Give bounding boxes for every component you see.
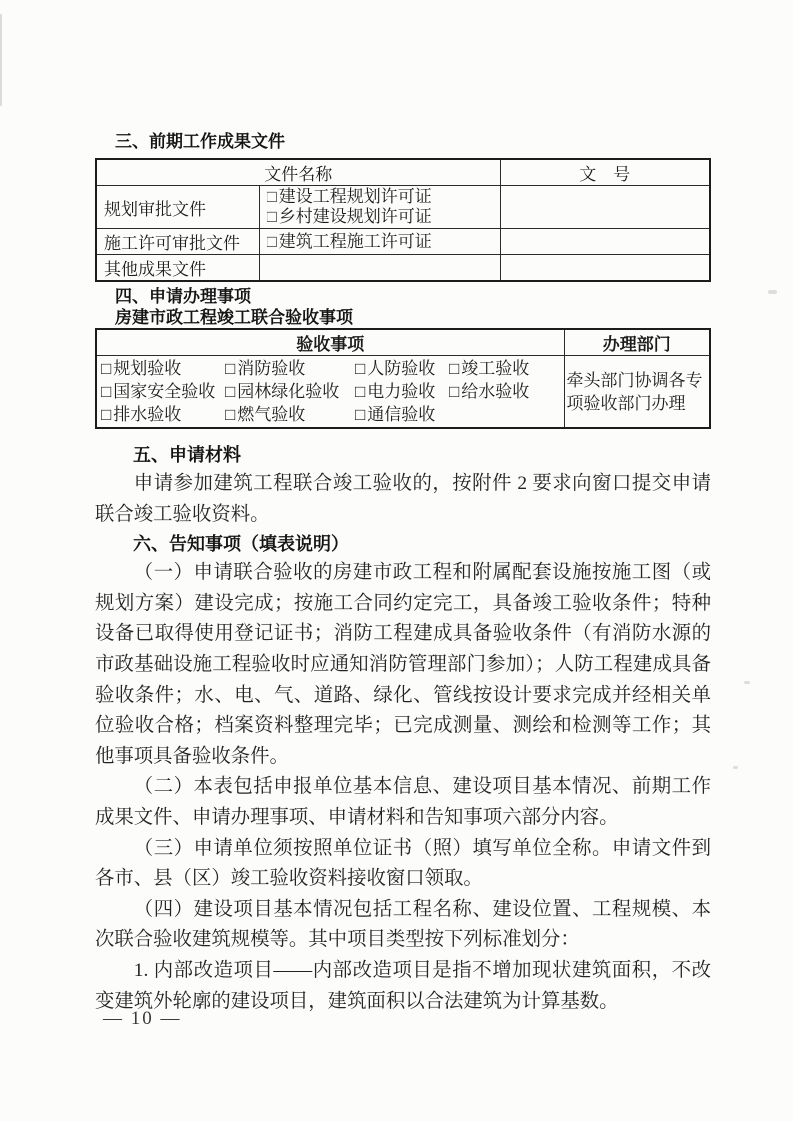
table-row — [96, 255, 710, 282]
section6-heading: 六、告知事项（填表说明） — [133, 534, 349, 555]
t1-row1-category: 规划审批文件 — [96, 186, 259, 229]
scan-speck-artifact — [733, 766, 738, 769]
scan-speck-artifact — [744, 681, 750, 684]
checkbox-option — [355, 403, 449, 426]
t1-row2-number-cell — [500, 229, 710, 255]
t1-row1-items — [259, 186, 500, 229]
table-header-row — [96, 159, 710, 186]
t2-header-items: 验收事项 — [96, 329, 564, 356]
notice-paragraph-2: （二）本表包括申报单位基本信息、建设项目基本情况、前期工作成果文件、申请办理事项、申请材料和告知事项六部分内容。 — [95, 776, 711, 828]
checkbox-option — [101, 357, 225, 380]
checkbox-label: 乡村建设规划许可证 — [278, 207, 432, 226]
checkbox-icon: □ — [449, 359, 460, 378]
checkbox-label: 给水验收 — [461, 382, 530, 401]
section5-heading: 五、申请材料 — [133, 445, 241, 465]
checkbox-label: 人防验收 — [367, 359, 436, 378]
page-number: — 10 — — [103, 1008, 182, 1029]
checkbox-option — [225, 380, 355, 403]
t1-row2-category: 施工许可审批文件 — [96, 229, 259, 255]
checkbox-option — [355, 357, 449, 380]
checkbox-label: 建设工程规划许可证 — [278, 187, 432, 206]
table-row — [96, 356, 710, 429]
checkbox-icon: □ — [266, 187, 277, 206]
checkbox-option — [355, 380, 449, 403]
checkbox-option — [101, 403, 225, 426]
t1-row3-items — [259, 255, 500, 282]
notice-paragraph-3: （三）申请单位须按照单位证书（照）填写单位全称。申请文件到各市、县（区）竣工验收资料接收窗口领取。 — [95, 837, 711, 890]
checkbox-option — [449, 357, 564, 380]
t1-row1-number-cell — [500, 186, 710, 229]
checkbox-label: 规划验收 — [113, 359, 182, 378]
checkbox-icon: □ — [266, 231, 277, 251]
t1-row3-number-cell — [500, 255, 710, 282]
checkbox-label: 园林绿化验收 — [237, 382, 340, 401]
section4-subheading: 房建市政工程竣工联合验收事项 — [115, 308, 353, 327]
checkbox-option — [101, 380, 225, 403]
checkbox-grid — [97, 356, 564, 427]
notice-paragraph-5: 1. 内部改造项目——内部改造项目是指不增加现状建筑面积，不改变建筑外轮廓的建设项目，建筑面积以合法建筑为计算基数。 — [95, 959, 711, 1012]
checkbox-icon: □ — [225, 382, 236, 401]
scan-speck-artifact — [768, 290, 777, 294]
checkbox-label: 电力验收 — [367, 382, 436, 401]
acceptance-items-table — [95, 328, 711, 429]
prework-results-table — [95, 158, 711, 282]
section4-heading: 四、申请办理事项 — [115, 287, 251, 306]
t1-row2-items — [259, 229, 500, 255]
checkbox-label: 排水验收 — [113, 405, 182, 424]
checkbox-label: 燃气验收 — [237, 405, 306, 424]
checkbox-icon: □ — [355, 382, 366, 401]
checkbox-icon: □ — [101, 359, 112, 378]
notice-paragraph-4: （四）建设项目基本情况包括工程名称、建设位置、工程规模、本次联合验收建筑规模等。其中项目类型按下列标准划分： — [95, 898, 711, 951]
checkbox-icon: □ — [225, 405, 236, 424]
section5-body: 申请参加建筑工程联合竣工验收的，按附件 2 要求向窗口提交申请联合竣工验收资料。 — [95, 473, 711, 525]
notice-paragraph-1: （一）申请联合验收的房建市政工程和附属配套设施按施工图（或规划方案）建设完成；按施工合同约定完工，具备竣工验收条件；特种设备已取得使用登记证书；消防工程建成具备验收条件（有消防水源的市政基础设施工程验收时应通知消防管理部门参加）；人防工程建成具备验收条件；水、电、气、道路、绿化、管线按设计要求完成并经相关单位验收合格；档案资料整理完毕；已完成测量、测绘和检测等工作；其他事项具备验收条件。 — [95, 562, 711, 767]
checkbox-option — [267, 232, 493, 252]
table-row — [96, 186, 710, 229]
checkbox-label: 消防验收 — [237, 359, 306, 378]
checkbox-label: 通信验收 — [367, 405, 436, 424]
checkbox-icon: □ — [266, 207, 277, 226]
t1-row3-category: 其他成果文件 — [96, 255, 259, 282]
scan-edge-artifact — [0, 14, 2, 106]
t1-header-file-name: 文件名称 — [96, 159, 500, 186]
checkbox-icon: □ — [449, 382, 460, 401]
acceptance-checkbox-cell — [96, 356, 564, 429]
checkbox-icon: □ — [101, 405, 112, 424]
checkbox-icon: □ — [225, 359, 236, 378]
checkbox-label: 竣工验收 — [461, 359, 530, 378]
checkbox-label: 国家安全验收 — [113, 382, 216, 401]
checkbox-icon: □ — [355, 405, 366, 424]
table-row — [96, 229, 710, 255]
checkbox-option — [267, 187, 493, 207]
checkbox-label: 建筑工程施工许可证 — [278, 231, 432, 251]
page-content — [95, 131, 711, 1017]
checkbox-icon: □ — [355, 359, 366, 378]
t2-header-dept: 办理部门 — [564, 329, 710, 356]
handling-department-cell: 牵头部门协调各专项验收部门办理 — [564, 356, 710, 429]
checkbox-option — [225, 357, 355, 380]
t1-header-file-number: 文 号 — [500, 159, 710, 186]
table-header-row — [96, 329, 710, 356]
checkbox-option — [225, 403, 355, 426]
checkbox-icon: □ — [101, 382, 112, 401]
checkbox-option — [449, 380, 564, 403]
checkbox-option — [267, 207, 493, 227]
section3-heading: 三、前期工作成果文件 — [115, 132, 285, 151]
